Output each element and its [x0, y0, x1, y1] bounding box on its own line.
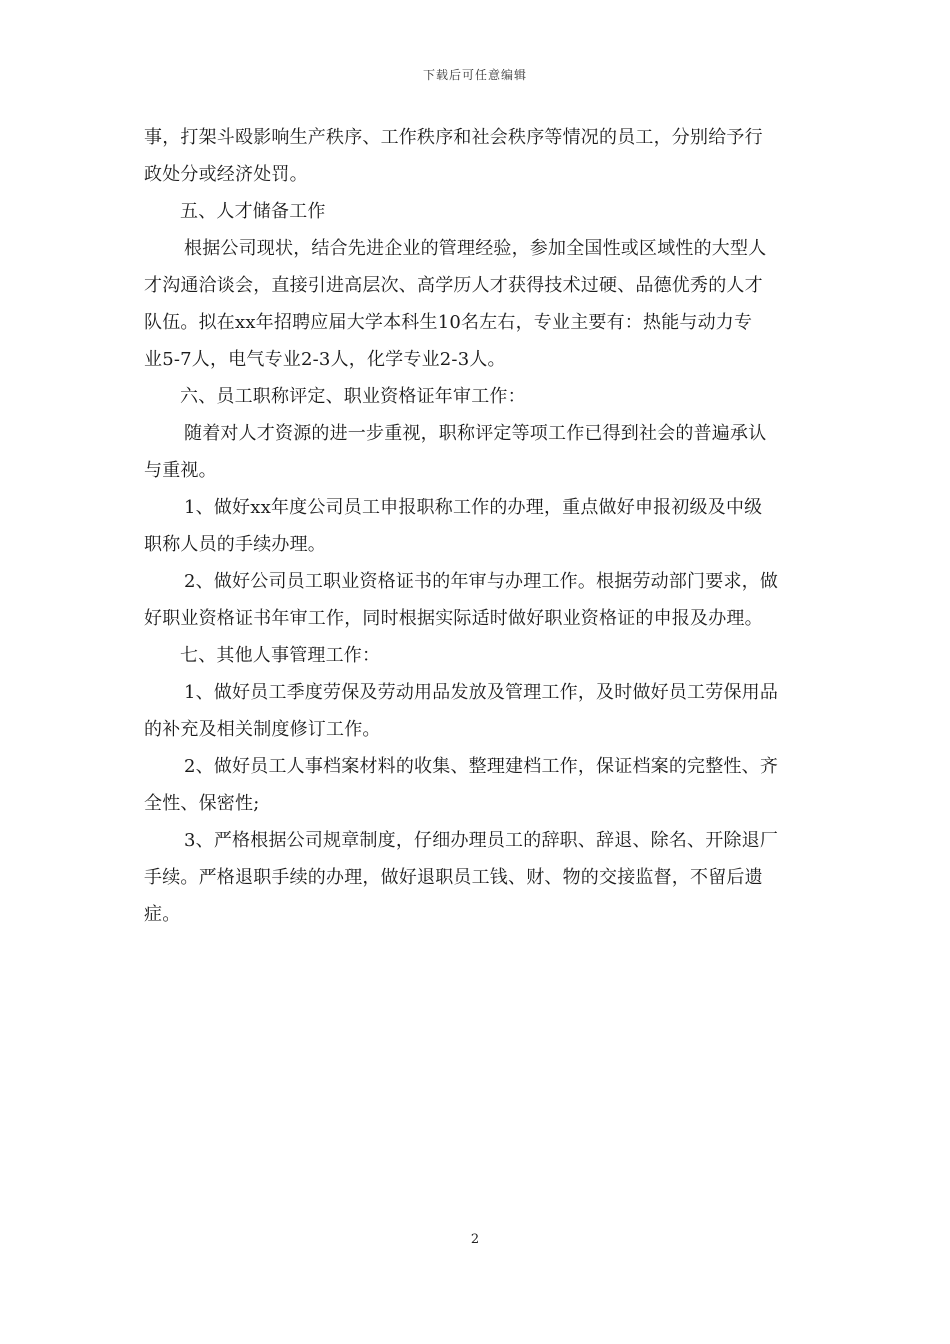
list-item-line: 好职业资格证书年审工作，同时根据实际适时做好职业资格证的申报及办理。 — [144, 608, 763, 629]
paragraph-line: 才沟通洽谈会，直接引进高层次、高学历人才获得技术过硬、品德优秀的人才 — [144, 275, 763, 296]
paragraph-line: 事，打架斗殴影响生产秩序、工作秩序和社会秩序等情况的员工，分别给予行 — [144, 127, 763, 148]
paragraph-line: 政处分或经济处罚。 — [144, 164, 308, 185]
section-heading: 五、人才储备工作 — [180, 201, 326, 222]
list-item-line: 2、做好公司员工职业资格证书的年审与办理工作。根据劳动部门要求，做 — [184, 571, 779, 592]
list-item-line: 全性、保密性; — [144, 793, 260, 814]
list-item-line: 1、做好xx年度公司员工申报职称工作的办理，重点做好申报初级及中级 — [184, 497, 763, 518]
paragraph-line: 根据公司现状，结合先进企业的管理经验，参加全国性或区域性的大型人 — [184, 238, 767, 259]
list-item-line: 2、做好员工人事档案材料的收集、整理建档工作，保证档案的完整性、齐 — [184, 756, 779, 777]
paragraph-line: 业5-7人，电气专业2-3人，化学专业2-3人。 — [144, 349, 506, 370]
paragraph-line: 队伍。拟在xx年招聘应届大学本科生10名左右，专业主要有：热能与动力专 — [144, 312, 753, 333]
section-heading: 六、员工职称评定、职业资格证年审工作： — [180, 386, 526, 407]
document-body — [144, 119, 808, 933]
header-note: 下载后可任意编辑 — [422, 68, 527, 82]
list-item-line: 职称人员的手续办理。 — [144, 534, 326, 555]
paragraph-line: 与重视。 — [144, 460, 217, 481]
section-heading: 七、其他人事管理工作： — [180, 645, 381, 666]
list-item-line: 的补充及相关制度修订工作。 — [144, 719, 381, 740]
list-item-line: 1、做好员工季度劳保及劳动用品发放及管理工作，及时做好员工劳保用品 — [184, 682, 779, 703]
list-item-line: 症。 — [144, 904, 181, 925]
page-number: 2 — [470, 1232, 480, 1247]
list-item-line: 手续。严格退职手续的办理，做好退职员工钱、财、物的交接监督，不留后遗 — [144, 867, 763, 888]
list-item-line: 3、严格根据公司规章制度，仔细办理员工的辞职、辞退、除名、开除退厂 — [184, 830, 779, 851]
paragraph-line: 随着对人才资源的进一步重视，职称评定等项工作已得到社会的普遍承认 — [184, 423, 767, 444]
